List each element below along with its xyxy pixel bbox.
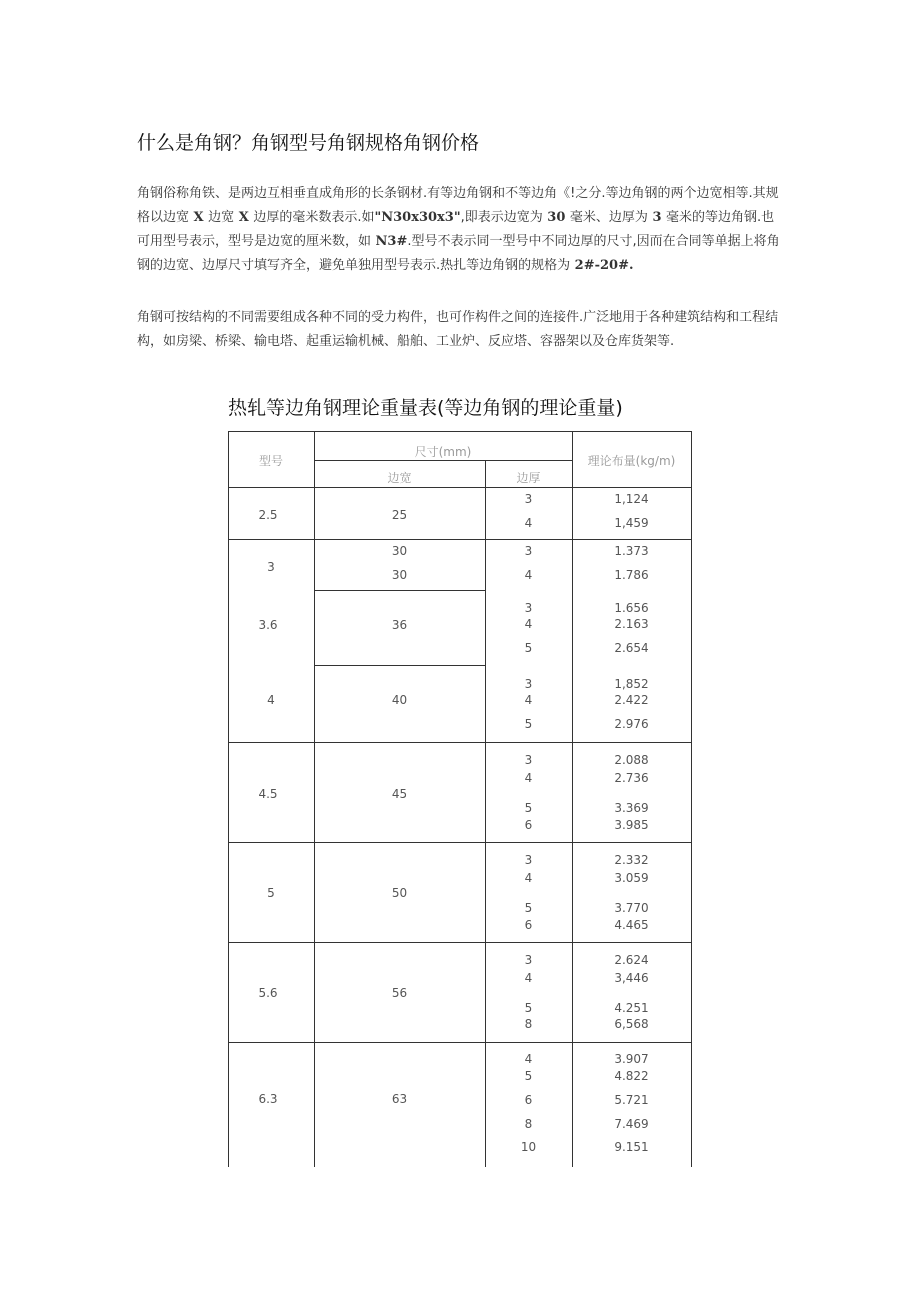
model-cell: 4.5	[258, 787, 278, 801]
thickness-cell: 3	[524, 753, 533, 767]
thickness-cell: 4	[524, 871, 533, 885]
thickness-cell: 5	[524, 717, 533, 731]
width-cell: 63	[391, 1092, 408, 1106]
thickness-cell: 4	[524, 771, 533, 785]
weight-cell: 4.465	[614, 918, 649, 932]
weight-cell: 3,446	[614, 971, 649, 985]
width-cell: 36	[391, 618, 408, 632]
weight-cell: 2.624	[614, 953, 649, 967]
table-title: 热轧等边角钢理论重量表(等边角钢的理论重量)	[228, 397, 623, 419]
model-cell: 5.6	[258, 986, 278, 1000]
thickness-cell: 3	[524, 544, 533, 558]
weight-cell: 2.736	[614, 771, 649, 785]
thickness-cell: 4	[524, 617, 533, 631]
header-thickness: 边厚	[516, 471, 541, 485]
paragraph-definition: 角钢俗称角铁、是两边互相垂直成角形的长条钢材.有等边角钢和不等边角《!之分.等边角钢的两个边宽相等.其规格以边宽 X 边宽 X 边厚的毫米数表示.如"N30x30x3",即表示边宽为 30 毫米、边厚为 3 毫米的等边角钢.也可用型号表示，型号是边宽的厘米数，如 N3#.型号不表示同一型号中不同边厚的尺寸,因而在合同等单据上将角钢的边宽、边厚尺寸填写齐全，避免单独用型号表示.热扎等边角钢的规格为 2#-20#.	[137, 186, 780, 273]
thickness-cell: 4	[524, 971, 533, 985]
paragraph-usage: 角钢可按结构的不同需要组成各种不同的受力构件，也可作构件之间的连接件.广泛地用于各种建筑结构和工程结构，如房梁、桥梁、输电塔、起重运输机械、船舶、工业炉、反应塔、容器架以及仓库货架等.	[137, 310, 779, 349]
thickness-cell: 3	[524, 601, 533, 615]
width-cell: 30	[391, 568, 408, 582]
thickness-cell: 8	[524, 1117, 533, 1131]
weight-cell: 1,852	[614, 677, 649, 691]
weight-cell: 3.985	[614, 818, 649, 832]
weight-cell: 2.088	[614, 753, 649, 767]
weight-cell: 2.654	[614, 641, 649, 655]
weight-cell: 2.976	[614, 717, 649, 731]
weight-cell: 1.373	[614, 544, 649, 558]
thickness-cell: 5	[524, 1069, 533, 1083]
model-cell: 6.3	[258, 1092, 278, 1106]
thickness-cell: 3	[524, 677, 533, 691]
thickness-cell: 10	[520, 1140, 537, 1154]
weight-cell: 4.822	[614, 1069, 649, 1083]
weight-cell: 1.786	[614, 568, 649, 582]
thickness-cell: 4	[524, 568, 533, 582]
weight-cell: 4.251	[614, 1001, 649, 1015]
weight-cell: 7.469	[614, 1117, 649, 1131]
width-cell: 40	[391, 693, 408, 707]
thickness-cell: 4	[524, 1052, 533, 1066]
header-weight: 理论布量(kg/m)	[587, 454, 676, 468]
weight-cell: 9.151	[614, 1140, 649, 1154]
thickness-cell: 5	[524, 901, 533, 915]
thickness-cell: 4	[524, 516, 533, 530]
page-title: 什么是角钢？角钢型号角钢规格角钢价格	[137, 132, 480, 154]
weight-cell: 3.059	[614, 871, 649, 885]
thickness-cell: 6	[524, 1093, 533, 1107]
weight-cell: 6,568	[614, 1017, 649, 1031]
model-cell: 4	[267, 693, 275, 707]
thickness-cell: 3	[524, 853, 533, 867]
header-model: 型号	[258, 454, 283, 468]
weight-cell: 5.721	[614, 1093, 649, 1107]
weight-cell: 1,459	[614, 516, 649, 530]
thickness-cell: 3	[524, 492, 533, 506]
thickness-cell: 3	[524, 953, 533, 967]
weight-cell: 1,124	[614, 492, 649, 506]
weight-cell: 3.907	[614, 1052, 649, 1066]
weight-cell: 2.332	[614, 853, 649, 867]
weight-cell: 3.369	[614, 801, 649, 815]
thickness-cell: 5	[524, 641, 533, 655]
header-size: 尺寸(mm)	[414, 445, 472, 459]
model-cell: 2.5	[258, 508, 278, 522]
width-cell: 30	[391, 544, 408, 558]
thickness-cell: 6	[524, 818, 533, 832]
weight-cell: 2.163	[614, 617, 649, 631]
width-cell: 56	[391, 986, 408, 1000]
weight-cell: 3.770	[614, 901, 649, 915]
thickness-cell: 5	[524, 1001, 533, 1015]
thickness-cell: 8	[524, 1017, 533, 1031]
width-cell: 45	[391, 787, 408, 801]
model-cell: 3.6	[258, 618, 278, 632]
model-cell: 5	[267, 886, 275, 900]
thickness-cell: 4	[524, 693, 533, 707]
weight-cell: 2.422	[614, 693, 649, 707]
model-cell: 3	[267, 560, 275, 574]
thickness-cell: 5	[524, 801, 533, 815]
weight-cell: 1.656	[614, 601, 649, 615]
width-cell: 25	[391, 508, 408, 522]
header-width: 边宽	[387, 471, 412, 485]
width-cell: 50	[391, 886, 408, 900]
thickness-cell: 6	[524, 918, 533, 932]
